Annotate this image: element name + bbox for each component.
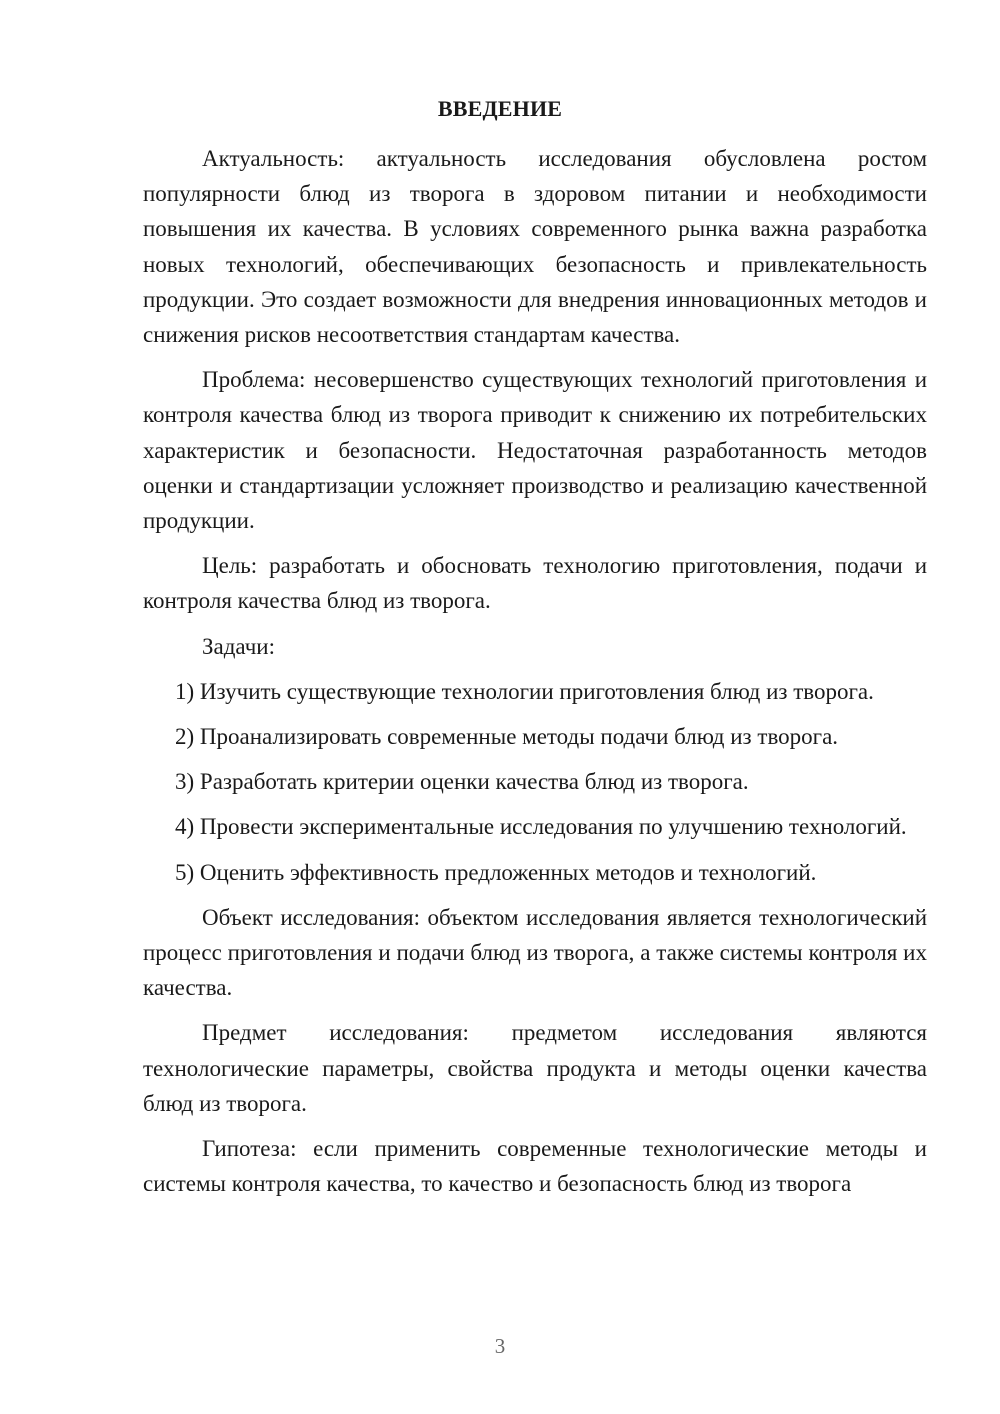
task-item: 3) Разработать критерии оценки качества блюд из творога. xyxy=(175,769,749,795)
task-item: 2) Проанализировать современные методы подачи блюд из творога. xyxy=(175,724,839,750)
paragraph-object: Объект исследования: объектом исследования является технологический процесс приготовления и подачи блюд из творога, а также системы контроля их качества. xyxy=(143,904,927,1001)
paragraph-hypothesis: Гипотеза: если применить современные технологические методы и системы контроля качества, то качество и безопасность блюд из творога xyxy=(143,1136,927,1197)
paragraph-goal: Цель: разработать и обосновать технологию приготовления, подачи и контроля качества блюд из творога. xyxy=(143,553,927,614)
tasks-heading: Задачи: xyxy=(202,633,275,659)
paragraph-subject: Предмет исследования: предметом исследования являются технологические параметры, свойства продукта и методы оценки качества блюд из творога. xyxy=(143,1020,927,1116)
task-item: 5) Оценить эффективность предложенных методов и технологий. xyxy=(175,859,817,885)
section-title: ВВЕДЕНИЕ xyxy=(437,96,563,121)
paragraph-problem: Проблема: несовершенство существующих технологий приготовления и контроля качества блюд из творога приводит к снижению их потребительских характеристик и безопасности. Недостаточная разработанность методов оценки и стандартизации усложняет производство и реализацию качественной продукции. xyxy=(143,367,927,534)
paragraph-relevance: Актуальность: актуальность исследования обусловлена ростом популярности блюд из творога в здоровом питании и необходимости повышения их качества. В условиях современного рынка важна разработка новых технологий, обеспечивающих безопасность и привлекательность продукции. Это создает возможности для внедрения инновационных методов и снижения рисков несоответствия стандартам качества. xyxy=(143,146,927,348)
body-text xyxy=(143,141,927,1201)
page-number: 3 xyxy=(494,1334,506,1358)
task-item: 1) Изучить существующие технологии приготовления блюд из творога. xyxy=(175,678,874,704)
task-item: 4) Провести экспериментальные исследования по улучшению технологий. xyxy=(175,814,907,840)
